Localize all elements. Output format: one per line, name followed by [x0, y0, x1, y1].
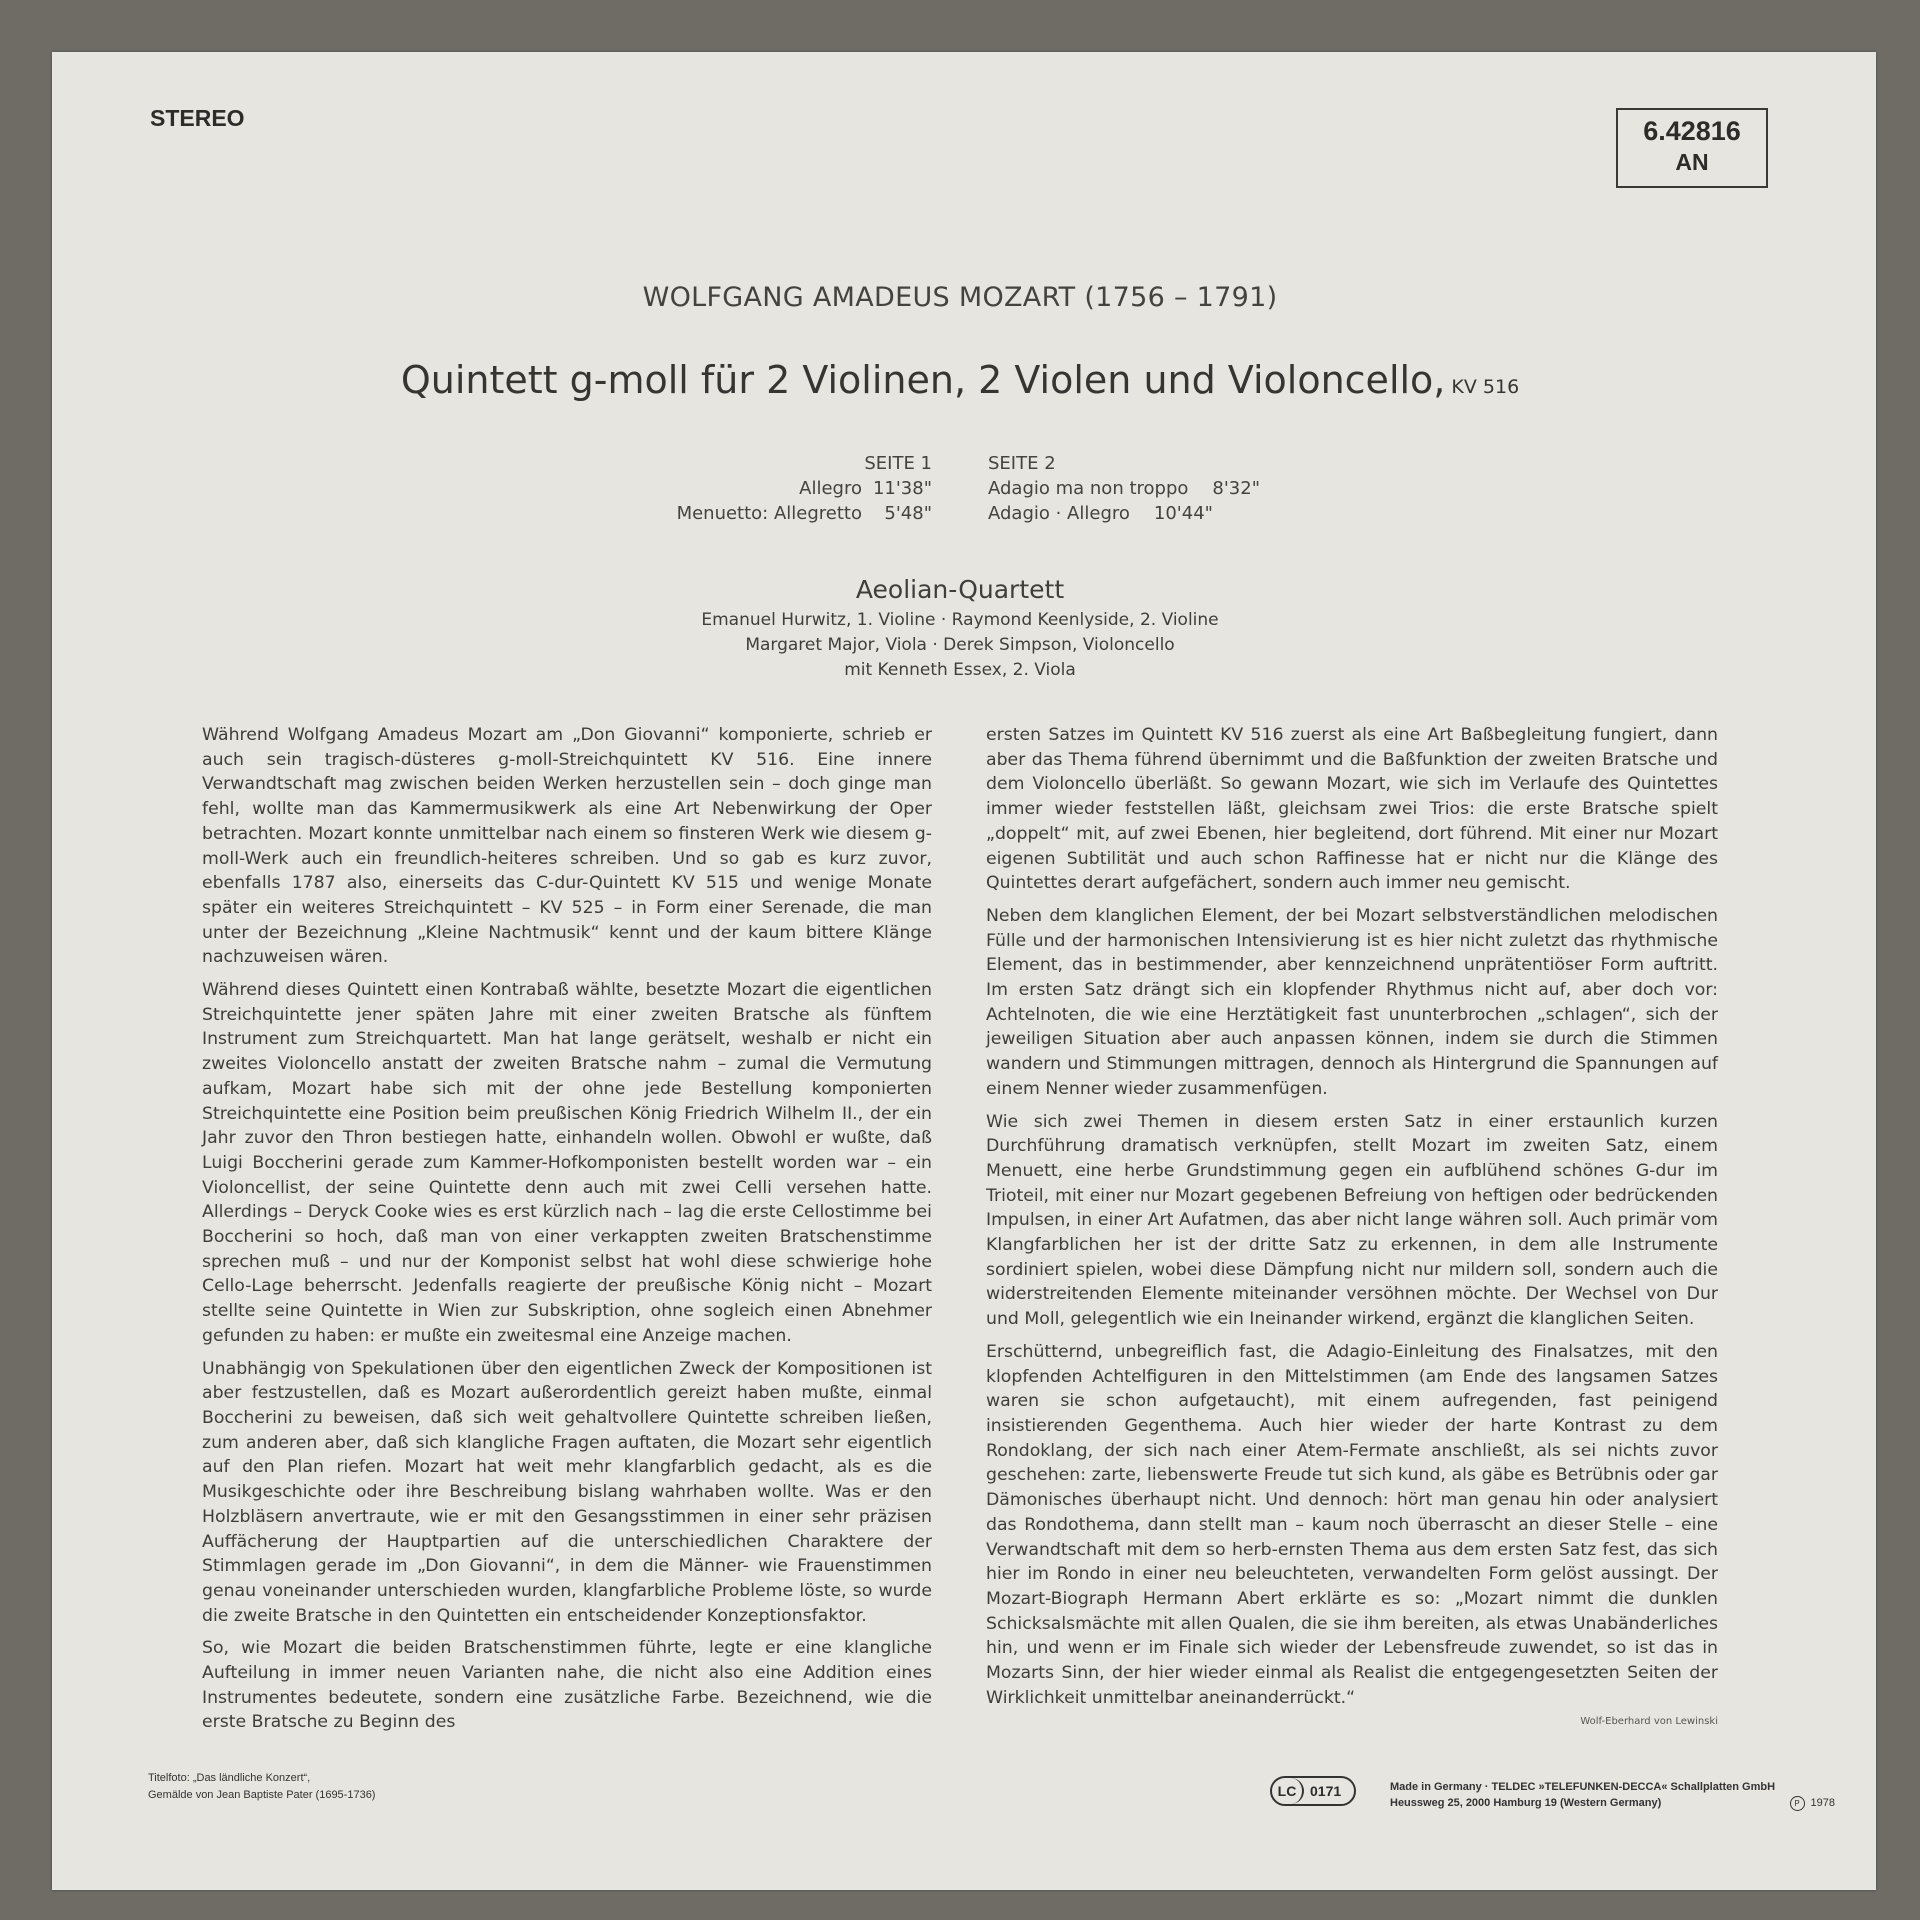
- release-year: 1978: [1810, 1797, 1835, 1809]
- stereo-label: STEREO: [150, 105, 245, 131]
- work-title-text: Quintett g-moll für 2 Violinen, 2 Violen und Violoncello,: [400, 358, 1446, 402]
- liner-paragraph: Während dieses Quintett einen Kontrabaß wählte, besetzte Mozart die eigentlichen Streichquintette jener späten Jahre mit einer zweiten Bratsche als fünftem Instrument zum Streichquartett. Man hat lange gerätselt, weshalb er nicht ein zweites Violoncello anstatt der zweiten Bratsche nahm – zumal die Vermutung aufkam, Mozart habe sich mit der ohne jede Bestellung komponierten Streichquintette eine Position beim preußischen König Friedrich Wilhelm II., der ein Jahr zuvor den Thron bestiegen hatte, einhandeln wollen. Obwohl er wußte, daß Luigi Boccherini gerade zum Kammer-Hofkomponisten bestellt worden war – ein Violoncellist, der seine Quintette denn auch mit zwei Celli versehen hatte. Allerdings – Deryck Cooke wies es erst kürzlich nach – lag die erste Cellostimme bei Boccherini so hoch, daß man von einer verkappten zweiten Bratschenstimme sprechen muß – und nur der Komponist selbst hat wohl diese schwierige hohe Cello-Lage beherrscht. Jedenfalls reagierte der preußische König nicht – Mozart stellte seine Quintette in Wien zur Subskription, ohne sogleich einen Abnehmer gefunden zu haben: er mußte ein zweitesmal eine Anzeige machen.: [202, 980, 932, 1346]
- catalog-code: AN: [1675, 149, 1709, 175]
- kv-number: KV 516: [1451, 376, 1520, 398]
- liner-paragraph: ersten Satzes im Quintett KV 516 zuerst als eine Art Baßbegleitung fungiert, dann aber das Thema führend übernimmt und die Baßfunktion der zweiten Bratsche und dem Violoncello überläßt. So gewann Mozart, wie sich im Verlaufe des Quintettes immer wieder feststellen läßt, gleichsam zwei Trios: die erste Bratsche spielt „doppelt“ mit, auf zwei Ebenen, hier begleitend, dort führend. Mit einer nur Mozart eigenen Subtilität und auch schon Raffinesse hat er nicht nur die Klänge des Quintettes derart aufgefächert, sondern auch immer neu gemischt.: [986, 725, 1718, 894]
- side-2-tracklist: [988, 451, 1288, 526]
- cover-photo-credit: [148, 1770, 375, 1804]
- ensemble-name: Aeolian-Quartett: [855, 575, 1065, 604]
- ensemble-members-line: mit Kenneth Essex, 2. Viola: [844, 660, 1076, 680]
- side-1-tracklist: [640, 451, 932, 526]
- side-2-label: SEITE 2: [988, 453, 1056, 474]
- liner-paragraph: Während Wolfgang Amadeus Mozart am „Don Giovanni“ komponierte, schrieb er auch sein tragisch-düsteres g-moll-Streichquintett KV 516. Eine innere Verwandtschaft mag zwischen beiden Werken herzustellen sein – doch ginge man fehl, wollte man das Kammermusikwerk als eine Art Nebenwirkung der Oper betrachten. Mozart konnte unmittelbar nach einem so finsteren Werk wie diesem g-moll-Werk auch ein freundlich-heiteres schreiben. Und so gab es kurz zuvor, ebenfalls 1787 also, einerseits das C-dur-Quintett KV 515 und wenige Monate später ein weiteres Streichquintett – KV 525 – in Form einer Serenade, die man unter der Bezeichnung „Kleine Nachtmusik“ kennt und der kaum bittere Klänge nachzuweisen wären.: [202, 725, 932, 968]
- ensemble-members-line: Emanuel Hurwitz, 1. Violine · Raymond Keenlyside, 2. Violine: [701, 610, 1219, 630]
- manufacturer-info: [1390, 1779, 1835, 1811]
- track-title: Adagio ma non troppo: [988, 478, 1189, 499]
- track-row: [988, 476, 1288, 501]
- copyright-year: [1790, 1795, 1835, 1811]
- liner-notes-column-1: [202, 723, 932, 1743]
- catalog-number: 6.42816: [1643, 116, 1741, 146]
- liner-paragraph: Wie sich zwei Themen in diesem ersten Satz in einer erstaunlich kurzen Durchführung dramatisch verknüpfen, stellt Mozart im zweiten Satz, einem Menuett, eine herbe Grundstimmung gegen ein aufblühend schönes G-dur im Trioteil, mit einer nur Mozart gegebenen Befreiung von heftigen oder bedrückenden Impulsen, in einer Art Aufatmen, das aber nicht lange währen soll. Auch primär vom Klangfarblichen her ist der dritte Satz zu erkennen, in dem alle Instrumente sordiniert spielen, wobei diese Dämpfung nicht nur mildern soll, sondern auch die widerstreitenden Elemente miteinander versöhnen möchte. Der Wechsel von Dur und Moll, gelegentlich wie ein Ineinander wirkend, ergänzt die klanglichen Seiten.: [986, 1111, 1718, 1330]
- track-duration: 5'48": [884, 503, 932, 524]
- phonogram-icon: P: [1790, 1796, 1805, 1811]
- catalog-number-box: [1616, 108, 1768, 188]
- ensemble-members-line: Margaret Major, Viola · Derek Simpson, Violoncello: [745, 635, 1175, 655]
- work-title: [0, 358, 1920, 402]
- lc-mark: LC: [1272, 1778, 1304, 1804]
- track-title: Adagio · Allegro: [988, 503, 1130, 524]
- notes-author: Wolf-Eberhard von Lewinski: [1580, 1716, 1718, 1728]
- track-duration: 8'32": [1212, 478, 1260, 499]
- track-row: [640, 476, 932, 501]
- ensemble-credits: [0, 575, 1920, 683]
- liner-notes-column-2: [986, 723, 1718, 1735]
- track-row: [988, 501, 1288, 526]
- track-row: [640, 501, 932, 526]
- manufacturer-line: Made in Germany · TELDEC »TELEFUNKEN-DECCA« Schallplatten GmbH: [1390, 1781, 1776, 1793]
- track-title: Allegro: [799, 478, 862, 499]
- track-duration: 11'38": [872, 478, 932, 499]
- composer-heading: WOLFGANG AMADEUS MOZART (1756 – 1791): [642, 282, 1278, 313]
- lc-number: 0171: [1310, 1783, 1342, 1799]
- track-duration: 10'44": [1153, 503, 1213, 524]
- credit-line: Titelfoto: „Das ländliche Konzert“,: [148, 1772, 311, 1784]
- side-1-label: SEITE 1: [864, 453, 932, 474]
- liner-paragraph: Neben dem klanglichen Element, der bei Mozart selbstverständlichen melodischen Fülle und der harmonischen Intensivierung ist es hier nicht zuletzt das rhythmische Element, das in bestimmender, aber kennzeichnend unprätentiöser Form auftritt. Im ersten Satz drängt sich ein klopfender Rhythmus nicht auf, aber doch vor: Achtelnoten, die wie eine Herztätigkeit fast ununterbrochen „schlagen“, sich der jeweiligen Situation aber auch anpassen können, indem sie durch die Stimmen wandern und Stimmungen mittragen, dennoch als Hintergrund die Spannungen auf einem Nenner wieder zusammenfügen.: [986, 905, 1718, 1099]
- liner-paragraph: Unabhängig von Spekulationen über den eigentlichen Zweck der Kompositionen ist aber festzustellen, daß es Mozart außerordentlich gereizt haben mußte, einmal Boccherini zu beweisen, daß sich weit gehaltvollere Quintette schreiben ließen, zum anderen aber, daß sich klangliche Fragen auftaten, die Mozart sehr eigentlich auf den Plan riefen. Mozart hat weit mehr klangfarblich gedacht, als es die Musikgeschichte oder ihre Beschreibung bislang wahrhaben wollte. Was er den Holzbläsern anvertraute, wie er mit den Gesangsstimmen in einer sehr präzisen Auffächerung der Hauptpartien auf die unterschiedlichen Charaktere der Stimmlagen gerade im „Don Giovanni“, in dem die Männer- wie Frauenstimmen genau voneinander unterschieden wurden, klangfarbliche Probleme löste, so wurde die zweite Bratsche in den Quintetten ein entscheidender Konzeptionsfaktor.: [202, 1358, 932, 1626]
- liner-paragraph: Erschütternd, unbegreiflich fast, die Adagio-Einleitung des Finalsatzes, mit den klopfenden Achtelfiguren in den Mittelstimmen (am Ende des langsamen Satzes waren sie schon aufgetaucht), mit einem aufregenden, fast peinigend insistierenden Gegenthema. Auch hier wieder der harte Kontrast zu dem Rondoklang, der sich nach einer Atem-Fermate anschließt, als sei nichts zuvor geschehen: zarte, liebenswerte Freude tut sich kund, als gäbe es Betrübnis oder gar Dämonisches überhaupt nicht. Und dennoch: hört man genau hin oder analysiert das Rondothema, dann stellt man – kaum noch überrascht an dieser Stelle – eine Verwandtschaft mit dem so herb-ernsten Thema aus dem ersten Satz fest, das sich hier im Rondo in einer neu beleuchteten, verwandelten Form gelöst aussingt. Der Mozart-Biograph Hermann Abert erklärte es so: „Mozart nimmt die dunklen Schicksalsmächte mit allen Qualen, die sie ihm bereiten, als etwas Unabänderliches hin, und wenn er im Finale sich wieder der Lebensfreude zuwendet, so ist das in Mozarts Sinn, der hier wieder einmal als Realist die entgegengesetzten Seiten der Wirklichkeit unmittelbar aneinanderrückt.“: [986, 1341, 1718, 1708]
- track-title: Menuetto: Allegretto: [676, 503, 862, 524]
- manufacturer-line: Heussweg 25, 2000 Hamburg 19 (Western Germany): [1390, 1797, 1662, 1809]
- credit-line: Gemälde von Jean Baptiste Pater (1695-1736): [148, 1789, 376, 1801]
- label-code-logo: [1270, 1776, 1356, 1806]
- liner-paragraph: So, wie Mozart die beiden Bratschenstimmen führte, legte er eine klangliche Aufteilung in immer neuen Varianten nahe, die nicht also eine Addition eines Instrumentes bedeutete, sondern eine zusätzliche Farbe. Bezeichnend, wie die erste Bratsche zu Beginn des: [202, 1638, 932, 1733]
